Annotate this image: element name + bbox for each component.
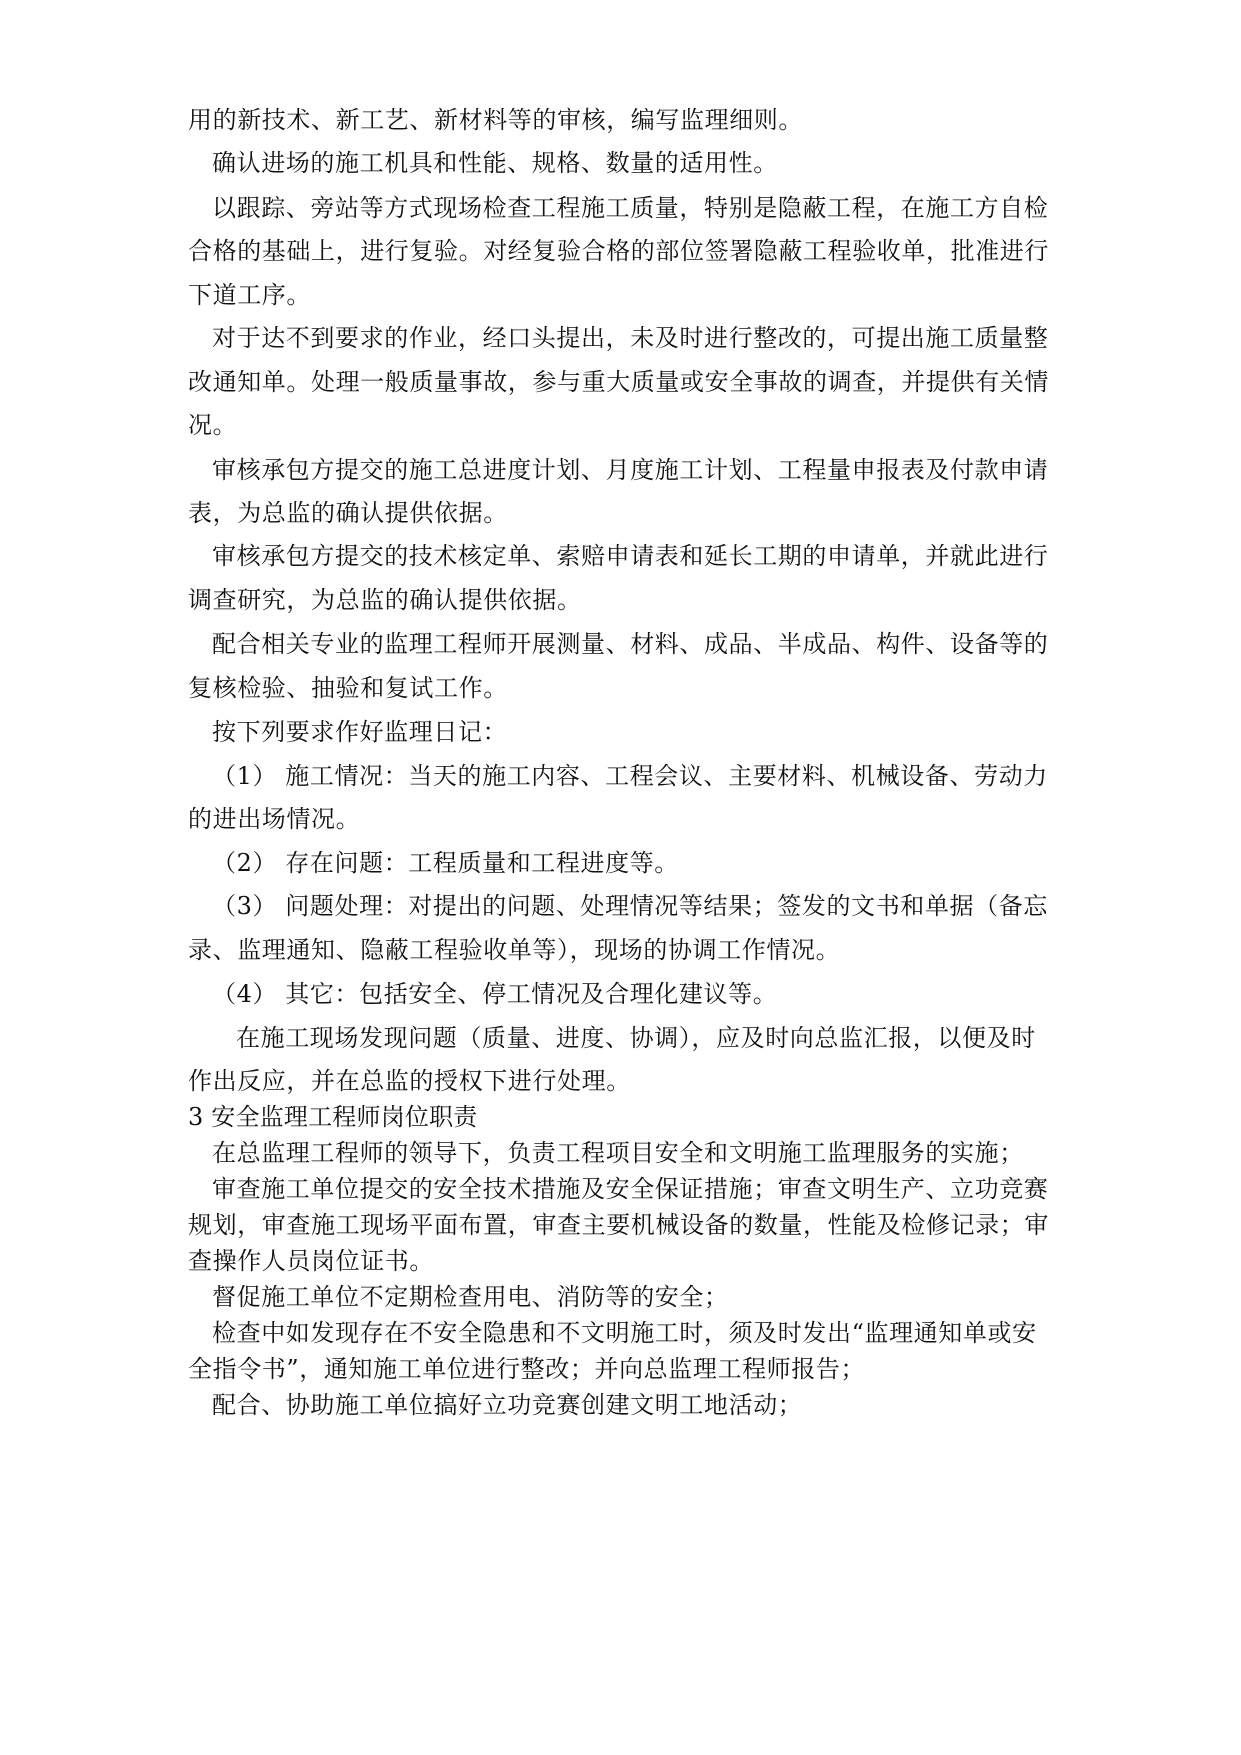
text-line: 查操作人员岗位证书。 (188, 1247, 434, 1275)
text-line: 改通知单。处理一般质量事故，参与重大质量或安全事故的调查，并提供有关情 (188, 368, 1049, 396)
text-line: 配合、协助施工单位搞好立功竞赛创建文明工地活动； (212, 1391, 803, 1419)
text-line: 配合相关专业的监理工程师开展测量、材料、成品、半成品、构件、设备等的 (212, 630, 1049, 658)
text-line: 合格的基础上，进行复验。对经复验合格的部位签署隐蔽工程验收单，批准进行 (188, 237, 1049, 265)
text-line: 全指令书”，通知施工单位进行整改；并向总监理工程师报告； (188, 1355, 866, 1383)
text-line: 确认进场的施工机具和性能、规格、数量的适用性。 (212, 149, 778, 177)
text-line: 对于达不到要求的作业，经口头提出，未及时进行整改的，可提出施工质量整 (212, 324, 1049, 352)
text-line: 在总监理工程师的领导下，负责工程项目安全和文明施工监理服务的实施； (212, 1139, 1024, 1167)
text-line: 在施工现场发现问题（质量、进度、协调），应及时向总监汇报，以便及时 (236, 1024, 1036, 1052)
text-line: 用的新技术、新工艺、新材料等的审核，编写监理细则。 (188, 106, 803, 134)
text-line: （2） 存在问题：工程质量和工程进度等。 (212, 849, 679, 877)
text-line: （1） 施工情况：当天的施工内容、工程会议、主要材料、机械设备、劳动力 (212, 762, 1048, 790)
text-line: 的进出场情况。 (188, 805, 361, 833)
text-line: 下道工序。 (188, 281, 311, 309)
text-line: 况。 (188, 411, 238, 439)
text-line: 审核承包方提交的技术核定单、索赔申请表和延长工期的申请单，并就此进行 (212, 542, 1049, 570)
text-line: 按下列要求作好监理日记： (212, 718, 508, 746)
text-line: 调查研究，为总监的确认提供依据。 (188, 586, 582, 614)
section-heading: 3 安全监理工程师岗位职责 (188, 1103, 478, 1131)
text-line: 表，为总监的确认提供依据。 (188, 499, 508, 527)
text-line: 以跟踪、旁站等方式现场检查工程施工质量，特别是隐蔽工程，在施工方自检 (212, 194, 1049, 222)
text-line: （4） 其它：包括安全、停工情况及合理化建议等。 (212, 980, 778, 1008)
text-line: 督促施工单位不定期检查用电、消防等的安全； (212, 1283, 729, 1311)
text-line: 作出反应，并在总监的授权下进行处理。 (188, 1067, 631, 1095)
text-line: 规划，审查施工现场平面布置，审查主要机械设备的数量，性能及检修记录；审 (188, 1211, 1049, 1239)
text-line: 审查施工单位提交的安全技术措施及安全保证措施；审查文明生产、立功竞赛 (212, 1175, 1049, 1203)
text-line: 复核检验、抽验和复试工作。 (188, 674, 508, 702)
text-line: 录、监理通知、隐蔽工程验收单等），现场的协调工作情况。 (188, 936, 841, 964)
text-line: 审核承包方提交的施工总进度计划、月度施工计划、工程量申报表及付款申请 (212, 456, 1049, 484)
text-line: 检查中如发现存在不安全隐患和不文明施工时，须及时发出“监理通知单或安 (212, 1319, 1037, 1347)
text-line: （3） 问题处理：对提出的问题、处理情况等结果；签发的文书和单据（备忘 (212, 892, 1048, 920)
